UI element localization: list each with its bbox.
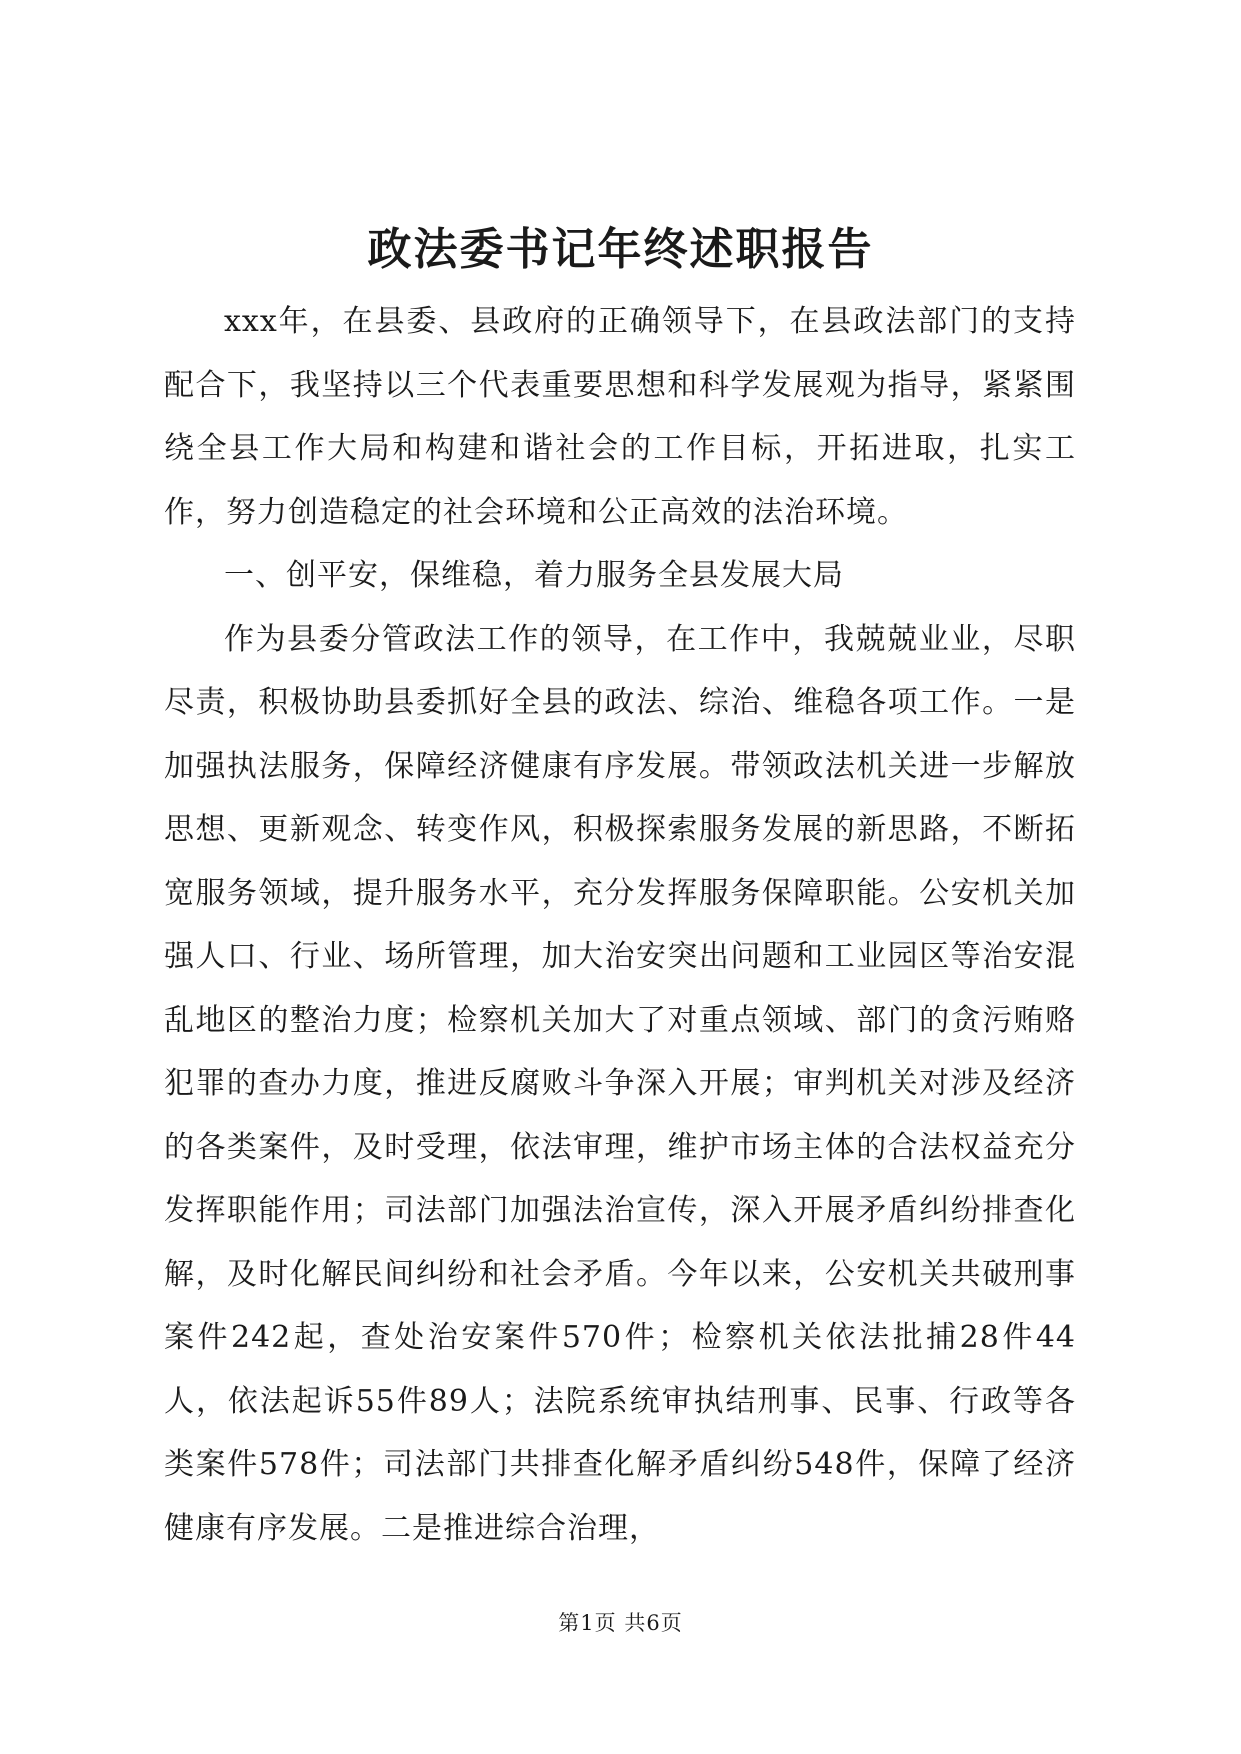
paragraph-intro: xxx年，在县委、县政府的正确领导下，在县政法部门的支持配合下，我坚持以三个代表重要思想和科学发展观为指导，紧紧围绕全县工作大局和构建和谐社会的工作目标，开拓进取，扎实工作，努力创造稳定的社会环境和公正高效的法治环境。 bbox=[164, 304, 1076, 530]
page-number-footer: 第1页 共6页 bbox=[558, 1611, 683, 1635]
paragraph-body: 作为县委分管政法工作的领导，在工作中，我兢兢业业，尽职尽责，积极协助县委抓好全县的政法、综治、维稳各项工作。一是加强执法服务，保障经济健康有序发展。带领政法机关进一步解放思想、更新观念、转变作风，积极探索服务发展的新思路，不断拓宽服务领域，提升服务水平，充分发挥服务保障职能。公安机关加强人口、行业、场所管理，加大治安突出问题和工业园区等治安混乱地区的整治力度；检察机关加大了对重点领域、部门的贪污贿赂犯罪的查办力度，推进反腐败斗争深入开展；审判机关对涉及经济的各类案件，及时受理，依法审理，维护市场主体的合法权益充分发挥职能作用；司法部门加强法治宣传，深入开展矛盾纠纷排查化解，及时化解民间纠纷和社会矛盾。今年以来，公安机关共破刑事案件242起，查处治安案件570件；检察机关依法批捕28件44人，依法起诉55件89人；法院系统审执结刑事、民事、行政等各类案件578件；司法部门共排查化解矛盾纠纷548件，保障了经济健康有序发展。二是推进综合治理， bbox=[164, 621, 1076, 1546]
document-body bbox=[164, 290, 1076, 1560]
section-heading: 一、创平安，保维稳，着力服务全县发展大局 bbox=[224, 558, 844, 593]
document-title: 政法委书记年终述职报告 bbox=[367, 224, 874, 275]
